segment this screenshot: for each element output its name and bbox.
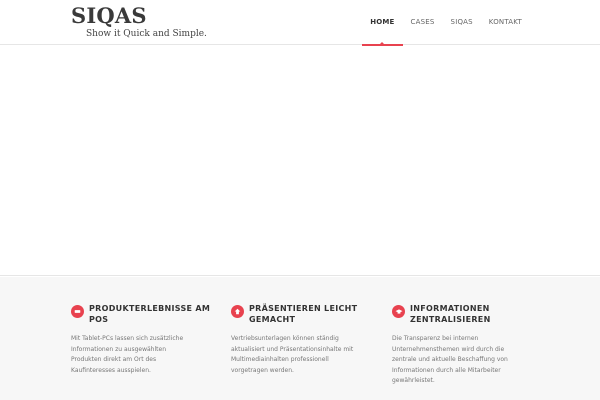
feature-praesentieren (231, 303, 381, 376)
feature-text-line: Mit Tablet-PCs lassen sich zusätzliche (71, 335, 184, 342)
feature-title-line2: ZENTRALISIEREN (410, 315, 491, 324)
feature-text-line: Vertriebsunterlagen können ständig (231, 335, 339, 342)
main-nav (362, 0, 530, 45)
feature-description (71, 334, 221, 376)
feature-text-line: Die Transparenz bei internen (392, 335, 479, 342)
feature-produkterlebnisse (71, 303, 221, 376)
feature-title (410, 303, 542, 325)
site-header (0, 0, 600, 45)
nav-item-siqas[interactable]: SIQAS (450, 18, 473, 26)
feature-header (71, 303, 221, 327)
feature-text-line: Informationen zu ausgewählten (71, 345, 166, 353)
feature-text-line: zentrale und aktuelle Beschaffung von (392, 356, 508, 363)
feature-header (231, 303, 381, 327)
feature-description (392, 334, 542, 387)
brand-logo[interactable] (71, 3, 207, 39)
feature-text-line: Produkten direkt am Ort des (71, 356, 157, 363)
hero-area (0, 46, 600, 276)
feature-title-line1: INFORMATIONEN (410, 304, 490, 313)
feature-text-line: Kaufinteresses ausspielen. (71, 366, 151, 374)
feature-title-line2: POS (89, 315, 109, 324)
feature-text-line: Multimediainhalten professionell (231, 356, 329, 363)
feature-informationen (392, 303, 542, 387)
feature-title (249, 303, 381, 325)
features-section (0, 277, 600, 400)
nav-item-cases[interactable]: CASES (410, 18, 435, 26)
brand-name[interactable]: SIQAS (71, 3, 147, 28)
feature-text-line: vorgetragen werden. (231, 366, 294, 374)
feature-text-line: Informationen durch alle Mitarbeiter (392, 366, 501, 374)
feature-title-line1: PRÄSENTIEREN LEICHT (249, 304, 358, 313)
feature-title (89, 303, 221, 325)
tablet-icon (71, 305, 84, 318)
feature-text-line: gewährleistet. (392, 377, 435, 384)
feature-title-line1: PRODUKTERLEBNISSE AM (89, 304, 211, 313)
feature-text-line: Unternehmensthemen wird durch die (392, 345, 505, 353)
feature-text-line: aktualisiert und Präsentationsinhalte mit (231, 345, 354, 353)
feature-description (231, 334, 381, 376)
feature-header (392, 303, 542, 327)
nav-item-kontakt[interactable]: KONTAKT (488, 18, 522, 26)
graduation-cap-icon (392, 305, 405, 318)
nav-item-home[interactable]: HOME (362, 0, 402, 45)
brand-tagline: Show it Quick and Simple. (86, 29, 207, 39)
feature-title-line2: GEMACHT (249, 315, 296, 324)
presentation-icon (231, 305, 244, 318)
